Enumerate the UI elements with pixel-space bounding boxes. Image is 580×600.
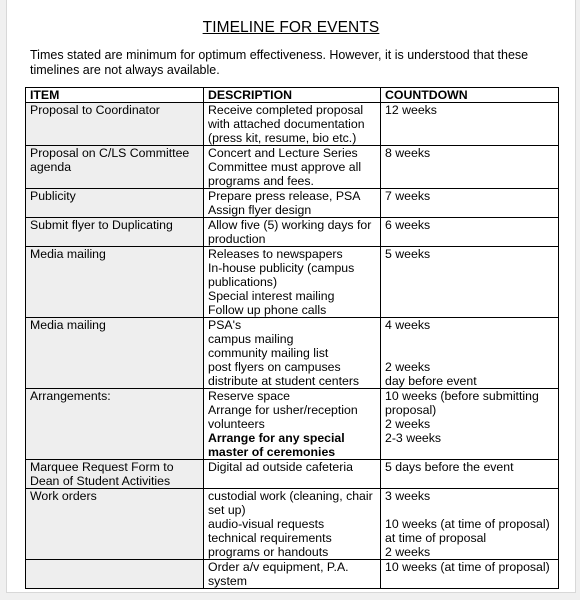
cell-line: 3 weeks xyxy=(385,489,431,503)
table-row xyxy=(26,560,559,589)
cell-line: audio-visual requests xyxy=(208,517,325,531)
cell-line: proposal) xyxy=(385,403,437,417)
cell-line: Dean of Student Activities xyxy=(30,474,171,488)
countdown-cell xyxy=(381,103,559,146)
description-cell xyxy=(204,189,381,218)
countdown-cell xyxy=(381,247,559,318)
cell-line: Proposal on C/LS Committee xyxy=(30,146,190,160)
item-cell xyxy=(26,389,204,460)
item-cell xyxy=(26,189,204,218)
cell-line: distribute at student centers xyxy=(208,374,360,388)
cell-line: publications) xyxy=(208,275,278,289)
cell-line: community mailing list xyxy=(208,346,329,360)
intro-line: Times stated are minimum for optimum effectiveness. However, it is understood that these xyxy=(30,48,529,62)
header-countdown: COUNTDOWN xyxy=(381,88,559,103)
table-row xyxy=(26,460,559,489)
cell-line: Reserve space xyxy=(208,389,291,403)
cell-line: Releases to newspapers xyxy=(208,247,343,261)
countdown-cell xyxy=(381,389,559,460)
blank-line xyxy=(385,332,555,346)
cell-line: Assign flyer design xyxy=(208,203,312,217)
cell-line: 4 weeks xyxy=(385,318,431,332)
description-cell xyxy=(204,103,381,146)
cell-line: 6 weeks xyxy=(385,218,431,232)
countdown-cell xyxy=(381,489,559,560)
table-row xyxy=(26,189,559,218)
cell-line: system xyxy=(208,574,247,588)
countdown-cell xyxy=(381,318,559,389)
table-row xyxy=(26,389,559,460)
table-row xyxy=(26,218,559,247)
description-cell xyxy=(204,489,381,560)
cell-line: Marquee Request Form to xyxy=(30,460,174,474)
cell-line: Arrangements: xyxy=(30,389,111,403)
cell-line: production xyxy=(208,232,266,246)
page-title: TIMELINE FOR EVENTS xyxy=(202,19,380,36)
cell-line: programs or handouts xyxy=(208,545,329,559)
cell-line: post flyers on campuses xyxy=(208,360,341,374)
header-description: DESCRIPTION xyxy=(204,88,381,103)
cell-line: 2 weeks xyxy=(385,360,431,374)
cell-line: Publicity xyxy=(30,189,76,203)
cell-line: 8 weeks xyxy=(385,146,431,160)
cell-line: Order a/v equipment, P.A. xyxy=(208,560,349,574)
description-cell xyxy=(204,146,381,189)
cell-line: In-house publicity (campus xyxy=(208,261,355,275)
description-cell xyxy=(204,318,381,389)
cell-line: 5 days before the event xyxy=(385,460,514,474)
item-cell xyxy=(26,489,204,560)
cell-line: 10 weeks (before submitting xyxy=(385,389,539,403)
cell-line: Concert and Lecture Series xyxy=(208,146,358,160)
cell-line: 10 weeks (at time of proposal) xyxy=(385,517,550,531)
cell-line: Arrange for usher/reception xyxy=(208,403,358,417)
cell-line: agenda xyxy=(30,160,72,174)
table-row xyxy=(26,103,559,146)
cell-line: Work orders xyxy=(30,489,97,503)
blank-line xyxy=(385,503,555,517)
countdown-cell xyxy=(381,146,559,189)
cell-line: master of ceremonies xyxy=(208,445,336,459)
countdown-cell xyxy=(381,189,559,218)
header-item: ITEM xyxy=(26,88,204,103)
item-cell xyxy=(26,146,204,189)
cell-line: with attached documentation xyxy=(208,117,365,131)
cell-line: Prepare press release, PSA xyxy=(208,189,361,203)
intro-paragraph xyxy=(30,48,550,78)
cell-line: Allow five (5) working days for xyxy=(208,218,372,232)
item-cell xyxy=(26,218,204,247)
cell-line: 2-3 weeks xyxy=(385,431,442,445)
cell-line: programs and fees. xyxy=(208,174,314,188)
cell-line: Arrange for any special xyxy=(208,431,345,445)
document-page xyxy=(6,0,576,593)
cell-line: Receive completed proposal xyxy=(208,103,364,117)
countdown-cell xyxy=(381,460,559,489)
item-cell xyxy=(26,103,204,146)
table-row xyxy=(26,489,559,560)
table-row xyxy=(26,146,559,189)
table-header-row xyxy=(26,88,559,103)
cell-line: Follow up phone calls xyxy=(208,303,327,317)
cell-line: PSA's xyxy=(208,318,242,332)
cell-line: 2 weeks xyxy=(385,545,431,559)
description-cell xyxy=(204,247,381,318)
cell-line: 5 weeks xyxy=(385,247,431,261)
item-cell xyxy=(26,460,204,489)
cell-line: Committee must approve all xyxy=(208,160,362,174)
table-row xyxy=(26,247,559,318)
cell-line: at time of proposal xyxy=(385,531,487,545)
intro-line: timelines are not always available. xyxy=(30,63,220,77)
cell-line: Special interest mailing xyxy=(208,289,335,303)
cell-line: volunteers xyxy=(208,417,265,431)
table-row xyxy=(26,318,559,389)
cell-line: 12 weeks xyxy=(385,103,437,117)
timeline-table xyxy=(25,87,559,589)
cell-line: (press kit, resume, bio etc.) xyxy=(208,131,357,145)
countdown-cell xyxy=(381,218,559,247)
item-cell xyxy=(26,247,204,318)
cell-line: 2 weeks xyxy=(385,417,431,431)
cell-line: campus mailing xyxy=(208,332,294,346)
blank-line xyxy=(385,346,555,360)
description-cell xyxy=(204,389,381,460)
description-cell xyxy=(204,218,381,247)
cell-line: custodial work (cleaning, chair xyxy=(208,489,373,503)
cell-line: Proposal to Coordinator xyxy=(30,103,160,117)
cell-line: Media mailing xyxy=(30,247,106,261)
cell-line: technical requirements xyxy=(208,531,332,545)
cell-line: Submit flyer to Duplicating xyxy=(30,218,173,232)
description-cell xyxy=(204,460,381,489)
description-cell xyxy=(204,560,381,589)
cell-line: 10 weeks (at time of proposal) xyxy=(385,560,550,574)
cell-line: Digital ad outside cafeteria xyxy=(208,460,353,474)
cell-line: day before event xyxy=(385,374,477,388)
cell-line: 7 weeks xyxy=(385,189,431,203)
item-cell xyxy=(26,318,204,389)
item-cell xyxy=(26,560,204,589)
cell-line: Media mailing xyxy=(30,318,106,332)
countdown-cell xyxy=(381,560,559,589)
cell-line: set up) xyxy=(208,503,246,517)
